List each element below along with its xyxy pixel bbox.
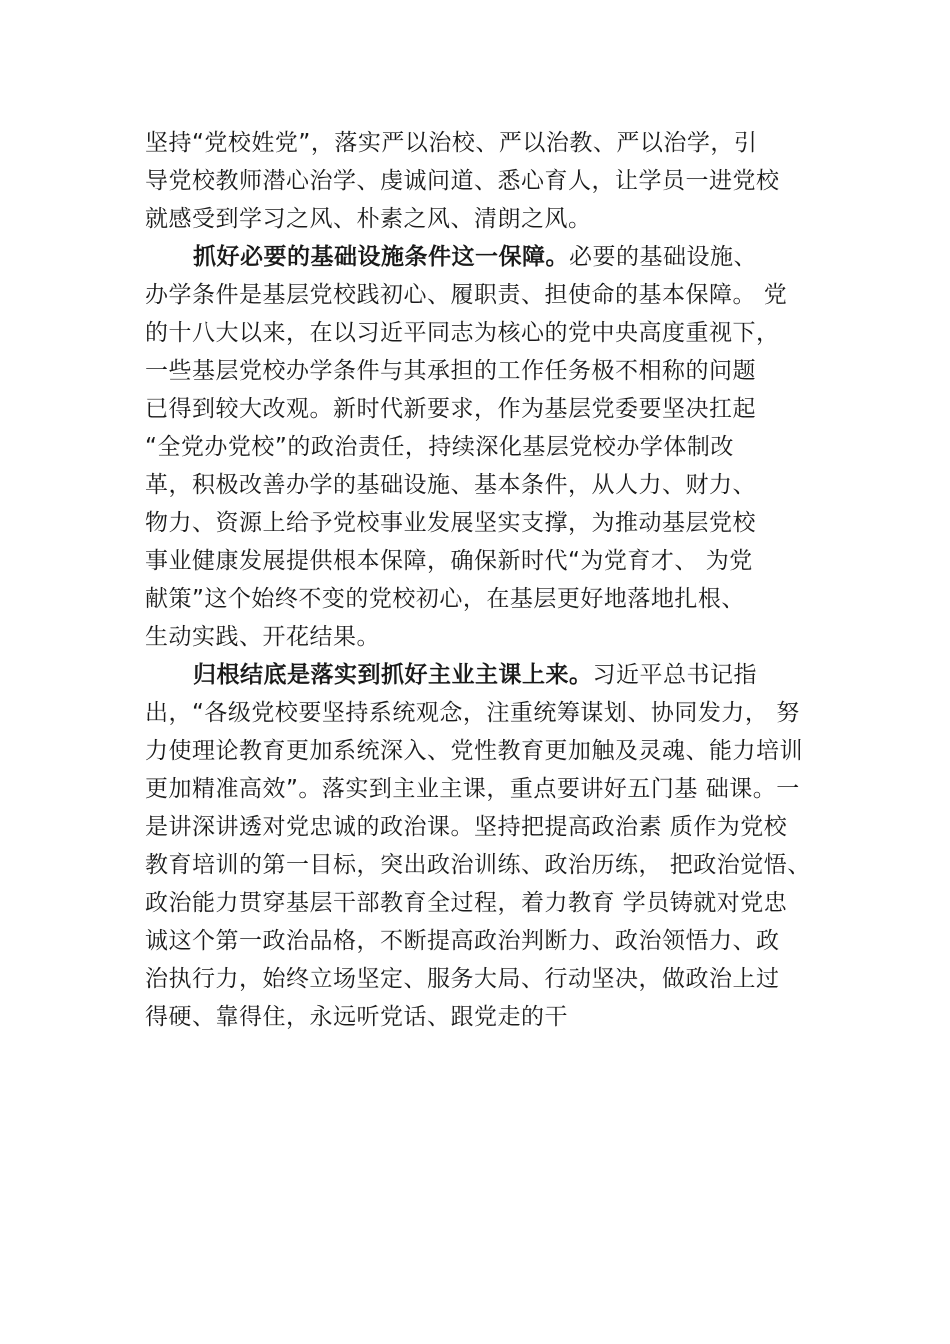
- bold-heading-run: 归根结底是落实到抓好主业主课上来。: [193, 662, 593, 688]
- text-run: 教育培训的第一目标，突出政治训练、政治历练， 把政治觉悟、: [145, 852, 811, 878]
- text-line: [145, 808, 845, 846]
- text-run: 献策”这个始终不变的党校初心，在基层更好地落地扎根、: [145, 586, 745, 612]
- text-run: 力使理论教育更加系统深入、党性教育更加触及灵魂、能力培训: [145, 738, 803, 764]
- text-line: [145, 276, 845, 314]
- text-run: 更加精准高效”。落实到主业主课，重点要讲好五门基 础课。一: [145, 776, 800, 802]
- paragraph-first-line: [145, 238, 845, 276]
- text-run: 一些基层党校办学条件与其承担的工作任务极不相称的问题: [145, 358, 756, 384]
- text-run: 得硬、靠得住，永远听党话、跟党走的干: [145, 1004, 568, 1030]
- text-line: [145, 162, 845, 200]
- text-line: [145, 884, 845, 922]
- text-line: [145, 200, 845, 238]
- text-line: [145, 466, 845, 504]
- text-run: “全党办党校”的政治责任，持续深化基层党校办学体制改: [145, 434, 734, 460]
- text-run: 必要的基础设施、: [569, 244, 757, 270]
- text-line: [145, 504, 845, 542]
- text-line: [145, 542, 845, 580]
- text-line: [145, 694, 845, 732]
- text-run: 政治能力贯穿基层干部教育全过程，着力教育 学员铸就对党忠: [145, 890, 788, 916]
- text-run: 事业健康发展提供根本保障，确保新时代“为党育才、 为党: [145, 548, 753, 574]
- text-run: 导党校教师潜心治学、虔诚问道、悉心育人，让学员一进党校: [145, 168, 780, 194]
- text-run: 办学条件是基层党校践初心、履职责、担使命的基本保障。 党: [145, 282, 788, 308]
- text-run: 是讲深讲透对党忠诚的政治课。坚持把提高政治素 质作为党校: [145, 814, 788, 840]
- text-line: [145, 428, 845, 466]
- text-run: 生动实践、开花结果。: [145, 624, 380, 650]
- text-run: 诚这个第一政治品格，不断提高政治判断力、政治领悟力、政: [145, 928, 780, 954]
- text-line: [145, 960, 845, 998]
- text-line: [145, 922, 845, 960]
- text-run: 出，“各级党校要坚持系统观念，注重统筹谋划、协同发力， 努: [145, 700, 800, 726]
- document-body: [145, 124, 845, 1036]
- text-line: [145, 846, 845, 884]
- text-line: [145, 998, 845, 1036]
- bold-heading-run: 抓好必要的基础设施条件这一保障。: [193, 244, 569, 270]
- text-run: 的十八大以来，在以习近平同志为核心的党中央高度重视下，: [145, 320, 780, 346]
- text-run: 就感受到学习之风、朴素之风、清朗之风。: [145, 206, 592, 232]
- text-line: [145, 732, 845, 770]
- text-line: [145, 580, 845, 618]
- text-line: [145, 352, 845, 390]
- text-line: [145, 314, 845, 352]
- text-run: 已得到较大改观。新时代新要求，作为基层党委要坚决扛起: [145, 396, 756, 422]
- text-run: 治执行力，始终立场坚定、服务大局、行动坚决，做政治上过: [145, 966, 780, 992]
- text-run: 坚持“党校姓党”，落实严以治校、严以治教、严以治学，引: [145, 130, 758, 156]
- text-line: [145, 124, 845, 162]
- text-run: 革，积极改善办学的基础设施、基本条件，从人力、财力、: [145, 472, 756, 498]
- text-line: [145, 770, 845, 808]
- text-run: 物力、资源上给予党校事业发展坚实支撑，为推动基层党校: [145, 510, 756, 536]
- text-line: [145, 618, 845, 656]
- text-run: 习近平总书记指: [592, 662, 757, 688]
- text-line: [145, 390, 845, 428]
- paragraph-first-line: [145, 656, 845, 694]
